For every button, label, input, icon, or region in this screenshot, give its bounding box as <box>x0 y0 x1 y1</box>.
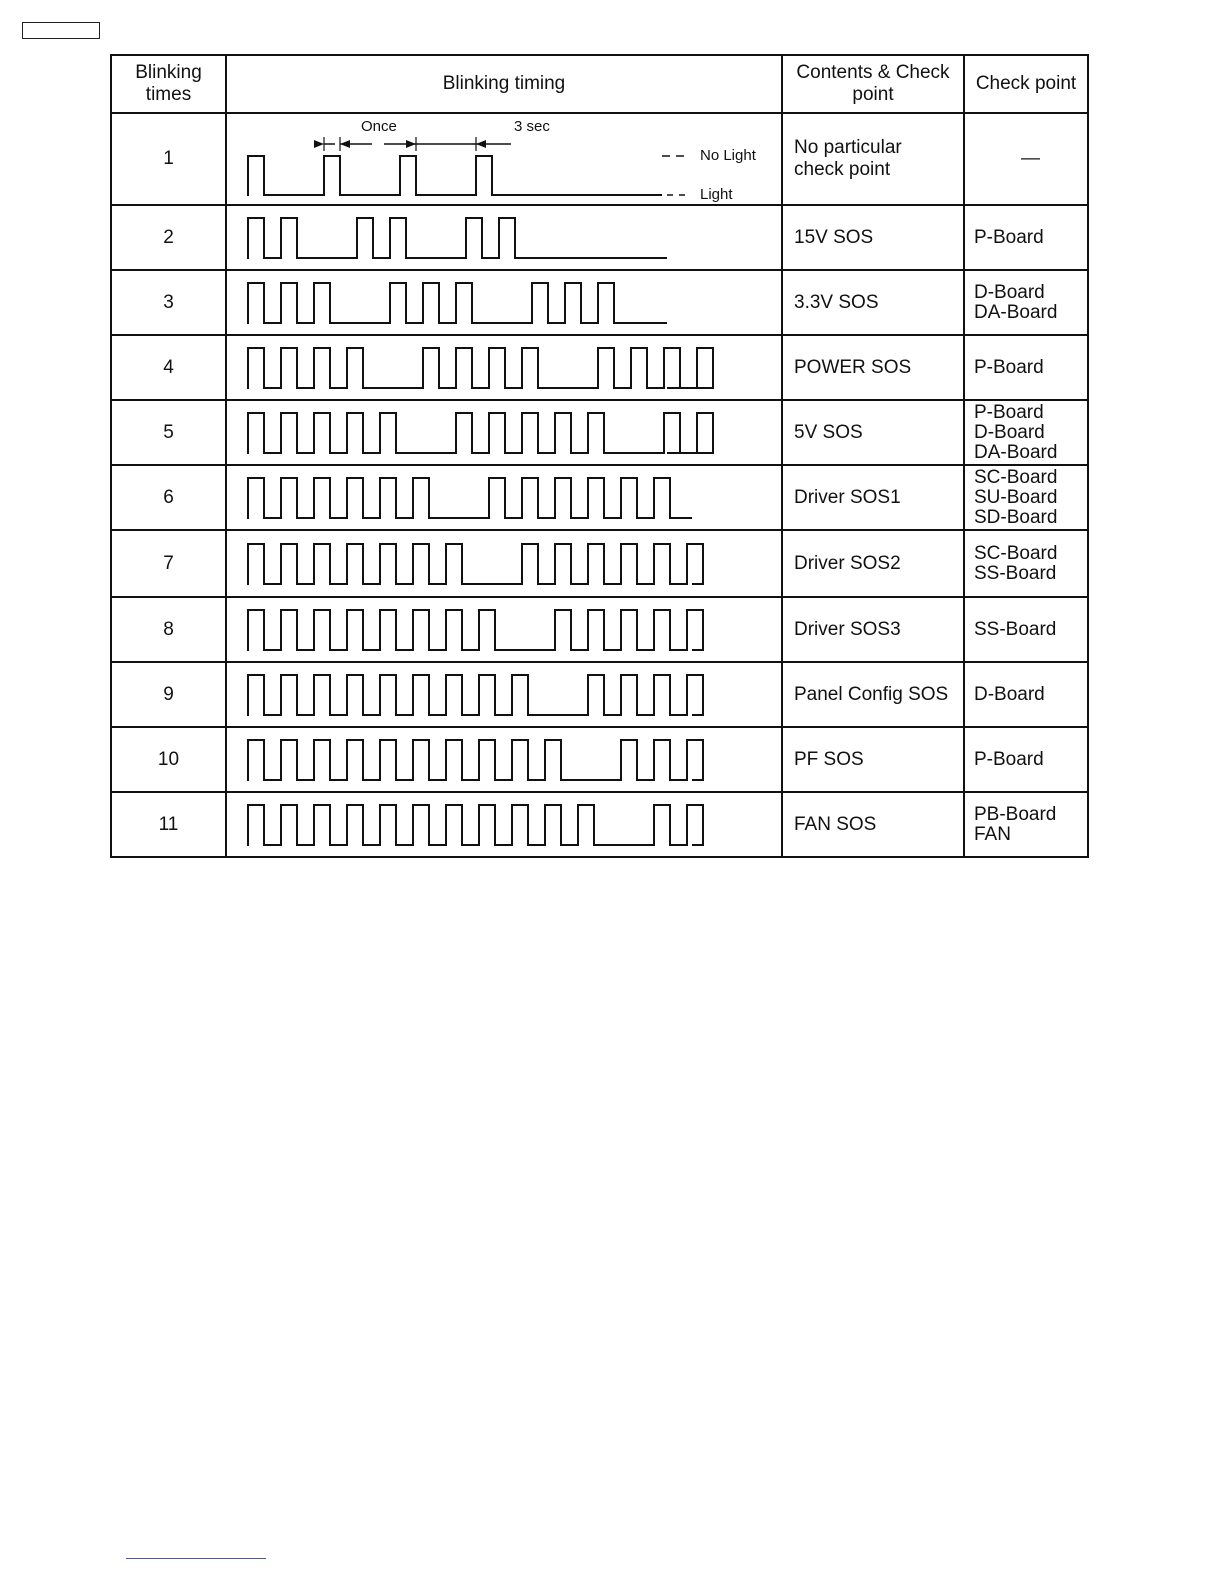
once-label: Once <box>361 118 397 135</box>
contents-cell: Driver SOS1 <box>782 465 964 530</box>
check-point-item: SU-Board <box>974 486 1058 508</box>
waveform-svg <box>227 533 779 594</box>
waveform-svg <box>227 272 779 333</box>
check-point-cell <box>964 597 1088 662</box>
blink-waveform <box>247 610 703 650</box>
check-point-cell <box>964 270 1088 335</box>
check-point-cell <box>964 792 1088 857</box>
table-row <box>111 727 1088 792</box>
contents-cell: PF SOS <box>782 727 964 792</box>
check-point-item: SS-Board <box>974 618 1057 640</box>
blink-count: 9 <box>111 662 226 727</box>
check-point-cell <box>964 400 1088 465</box>
blink-waveform <box>247 805 703 845</box>
blink-waveform <box>247 544 703 584</box>
blink-waveform <box>247 675 703 715</box>
sec-arrowhead-left <box>406 140 416 148</box>
sec-arrowhead-right <box>476 140 486 148</box>
waveform-svg <box>227 115 779 203</box>
check-point-item: SD-Board <box>974 506 1058 528</box>
check-point-item: P-Board <box>974 748 1044 770</box>
blink-timing-cell <box>226 727 782 792</box>
blink-count: 10 <box>111 727 226 792</box>
table-row <box>111 205 1088 270</box>
header-check-point: Check point <box>964 55 1088 113</box>
blink-count: 1 <box>111 113 226 205</box>
blink-count: 3 <box>111 270 226 335</box>
contents-cell: No particular check point <box>782 113 964 205</box>
blink-timing-cell <box>226 270 782 335</box>
header-blinking-times: Blinking times <box>111 55 226 113</box>
footer-line <box>126 1558 266 1559</box>
blink-count: 7 <box>111 530 226 597</box>
waveform-svg <box>227 794 779 855</box>
blink-waveform <box>247 478 692 518</box>
contents-cell: POWER SOS <box>782 335 964 400</box>
blink-timing-cell <box>226 113 782 205</box>
header-blinking-timing: Blinking timing <box>226 55 782 113</box>
check-point-item: D-Board <box>974 683 1045 705</box>
check-point-item: D-Board <box>974 281 1045 303</box>
blink-timing-cell <box>226 465 782 530</box>
check-point-cell <box>964 727 1088 792</box>
table-row <box>111 662 1088 727</box>
contents-cell: 15V SOS <box>782 205 964 270</box>
waveform-svg <box>227 337 779 398</box>
contents-cell: Driver SOS3 <box>782 597 964 662</box>
no-light-label: No Light <box>700 147 756 164</box>
check-point-cell <box>964 662 1088 727</box>
header-row <box>111 55 1088 113</box>
contents-cell: 5V SOS <box>782 400 964 465</box>
check-point-item: P-Board <box>974 356 1044 378</box>
check-point-cell <box>964 335 1088 400</box>
contents-cell: Driver SOS2 <box>782 530 964 597</box>
blink-timing-cell <box>226 530 782 597</box>
check-point-item: DA-Board <box>974 441 1058 463</box>
blink-timing-cell <box>226 400 782 465</box>
waveform-svg <box>227 467 779 528</box>
light-label: Light <box>700 186 733 203</box>
check-point-item: — <box>1021 148 1040 169</box>
blink-count: 4 <box>111 335 226 400</box>
interval-label: 3 sec <box>514 118 550 135</box>
blink-waveform <box>247 740 703 780</box>
blink-timing-cell <box>226 662 782 727</box>
check-point-cell <box>964 465 1088 530</box>
check-point-item: SC-Board <box>974 466 1058 488</box>
check-point-item: PB-Board <box>974 803 1057 825</box>
check-point-item: P-Board <box>974 401 1044 423</box>
table-row <box>111 792 1088 857</box>
check-point-item: SS-Board <box>974 562 1057 584</box>
blink-waveform <box>247 156 662 195</box>
blink-waveform <box>247 413 713 453</box>
contents-cell: 3.3V SOS <box>782 270 964 335</box>
blink-count: 2 <box>111 205 226 270</box>
waveform-svg <box>227 664 779 725</box>
waveform-svg <box>227 599 779 660</box>
blink-count: 11 <box>111 792 226 857</box>
check-point-cell <box>964 530 1088 597</box>
contents-cell: Panel Config SOS <box>782 662 964 727</box>
blink-timing-cell <box>226 205 782 270</box>
waveform-svg <box>227 402 779 463</box>
header-contents: Contents & Check point <box>782 55 964 113</box>
check-point-item: FAN <box>974 823 1011 845</box>
waveform-svg <box>227 207 779 268</box>
check-point-item: DA-Board <box>974 301 1058 323</box>
check-point-cell <box>964 205 1088 270</box>
check-point-item: D-Board <box>974 421 1045 443</box>
check-point-cell <box>964 113 1088 205</box>
blink-waveform <box>247 218 667 258</box>
table-row <box>111 530 1088 597</box>
table-row <box>111 400 1088 465</box>
blink-count: 6 <box>111 465 226 530</box>
blink-timing-cell <box>226 335 782 400</box>
table-row <box>111 270 1088 335</box>
table-row <box>111 597 1088 662</box>
blink-waveform <box>247 283 667 323</box>
once-arrowhead-left <box>314 140 324 148</box>
blink-count: 5 <box>111 400 226 465</box>
table-row <box>111 113 1088 205</box>
blink-timing-cell <box>226 597 782 662</box>
sos-blink-table <box>110 54 1089 858</box>
blink-waveform <box>247 348 713 388</box>
blink-timing-cell <box>226 792 782 857</box>
check-point-item: SC-Board <box>974 542 1058 564</box>
table-row <box>111 465 1088 530</box>
waveform-svg <box>227 729 779 790</box>
blink-count: 8 <box>111 597 226 662</box>
table-row <box>111 335 1088 400</box>
contents-cell: FAN SOS <box>782 792 964 857</box>
once-arrowhead-right <box>340 140 350 148</box>
corner-box <box>22 22 100 39</box>
check-point-item: P-Board <box>974 226 1044 248</box>
